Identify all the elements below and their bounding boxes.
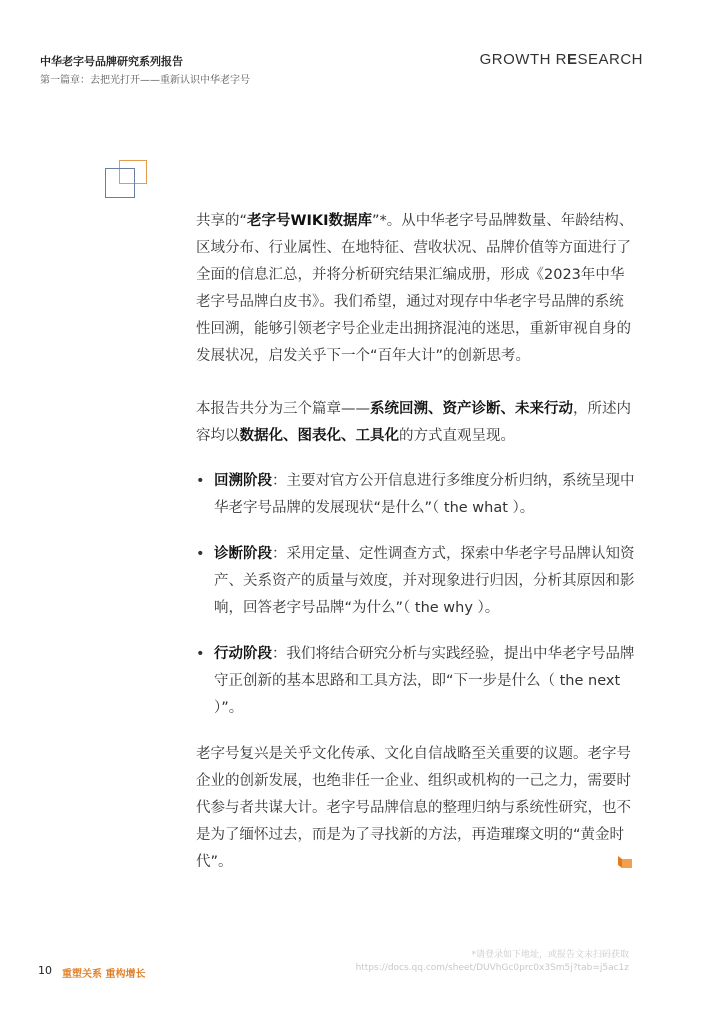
- source-link[interactable]: https://docs.qq.com/sheet/DUVhGc0prc0x3Sm5j?tab=j5ac1z: [355, 963, 629, 973]
- phase-title: 回溯阶段: [214, 473, 272, 489]
- phase-list: [196, 468, 636, 722]
- brand-text-e: E: [566, 51, 578, 68]
- chapters-highlight: 系统回溯、资产诊断、未来行动: [370, 401, 573, 417]
- phase-text: ：主要对官方公开信息进行多维度分析归纳，系统呈现中华老字号品牌的发展现状“是什么”（ the what ）。: [214, 473, 635, 516]
- main-content: [196, 208, 636, 876]
- paragraph-structure: 本报告共分为三个篇章——系统回溯、资产诊断、未来行动，所述内容均以数据化、图表化、工具化的方式直观呈现。: [196, 401, 631, 444]
- phase-text: ：采用定量、定性调查方式，探索中华老字号品牌认知资产、关系资产的质量与效度，并对现象进行归因，分析其原因和影响，回答老字号品牌“为什么”（ the why ）。: [214, 546, 635, 616]
- bullet-icon: •: [196, 473, 205, 489]
- brand-text-left: GROWTH R: [479, 51, 567, 68]
- chapter-subtitle: 第一篇章：去把光打开——重新认识中华老字号: [40, 75, 250, 86]
- bullet-icon: •: [196, 646, 205, 662]
- list-item: [196, 541, 636, 622]
- footer-tagline: 重塑关系 重构增长: [62, 969, 146, 980]
- presentation-highlight: 数据化、图表化、工具化: [239, 428, 399, 444]
- bullet-icon: •: [196, 546, 205, 562]
- phase-title: 诊断阶段: [214, 546, 272, 562]
- wiki-database-highlight: 老字号WIKI数据库: [247, 213, 373, 229]
- brand-text-right: SEARCH: [577, 51, 643, 68]
- decorative-squares-icon: [105, 160, 151, 202]
- paragraph-intro: 共享的“老字号WIKI数据库”*。从中华老字号品牌数量、年龄结构、区域分布、行业属性、在地特征、营收状况、品牌价值等方面进行了全面的信息汇总，并将分析研究结果汇编成册，形成《2023年中华老字号品牌白皮书》。我们希望，通过对现存中华老字号品牌的系统性回溯，能够引领老字号企业走出拥挤混沌的迷思，重新审视自身的发展状况，启发关乎下一个“百年大计”的创新思考。: [196, 213, 634, 364]
- list-item: [196, 468, 636, 522]
- deco-square-blue: [105, 168, 135, 198]
- page-number: 10: [38, 964, 52, 977]
- phase-text: ：我们将结合研究分析与实践经验，提出中华老字号品牌守正创新的基本思路和工具方法，即“下一步是什么（ the next ）”。: [214, 646, 635, 716]
- report-series-title: 中华老字号品牌研究系列报告: [40, 55, 183, 68]
- brand-logo: [480, 51, 643, 68]
- corner-mark-icon: [618, 856, 632, 868]
- phase-title: 行动阶段: [214, 646, 272, 662]
- footer-source-note: [356, 949, 629, 975]
- list-item: [196, 641, 636, 722]
- source-note-text: *请登录如下地址，或报告文末扫码获取: [471, 950, 629, 960]
- paragraph-conclusion: 老字号复兴是关乎文化传承、文化自信战略至关重要的议题。老字号企业的创新发展，也绝非任一企业、组织或机构的一己之力，需要时代参与者共谋大计。老字号品牌信息的整理归纳与系统性研究，也不是为了缅怀过去，而是为了寻找新的方法，再造璀璨文明的“黄金时代”。: [196, 746, 631, 870]
